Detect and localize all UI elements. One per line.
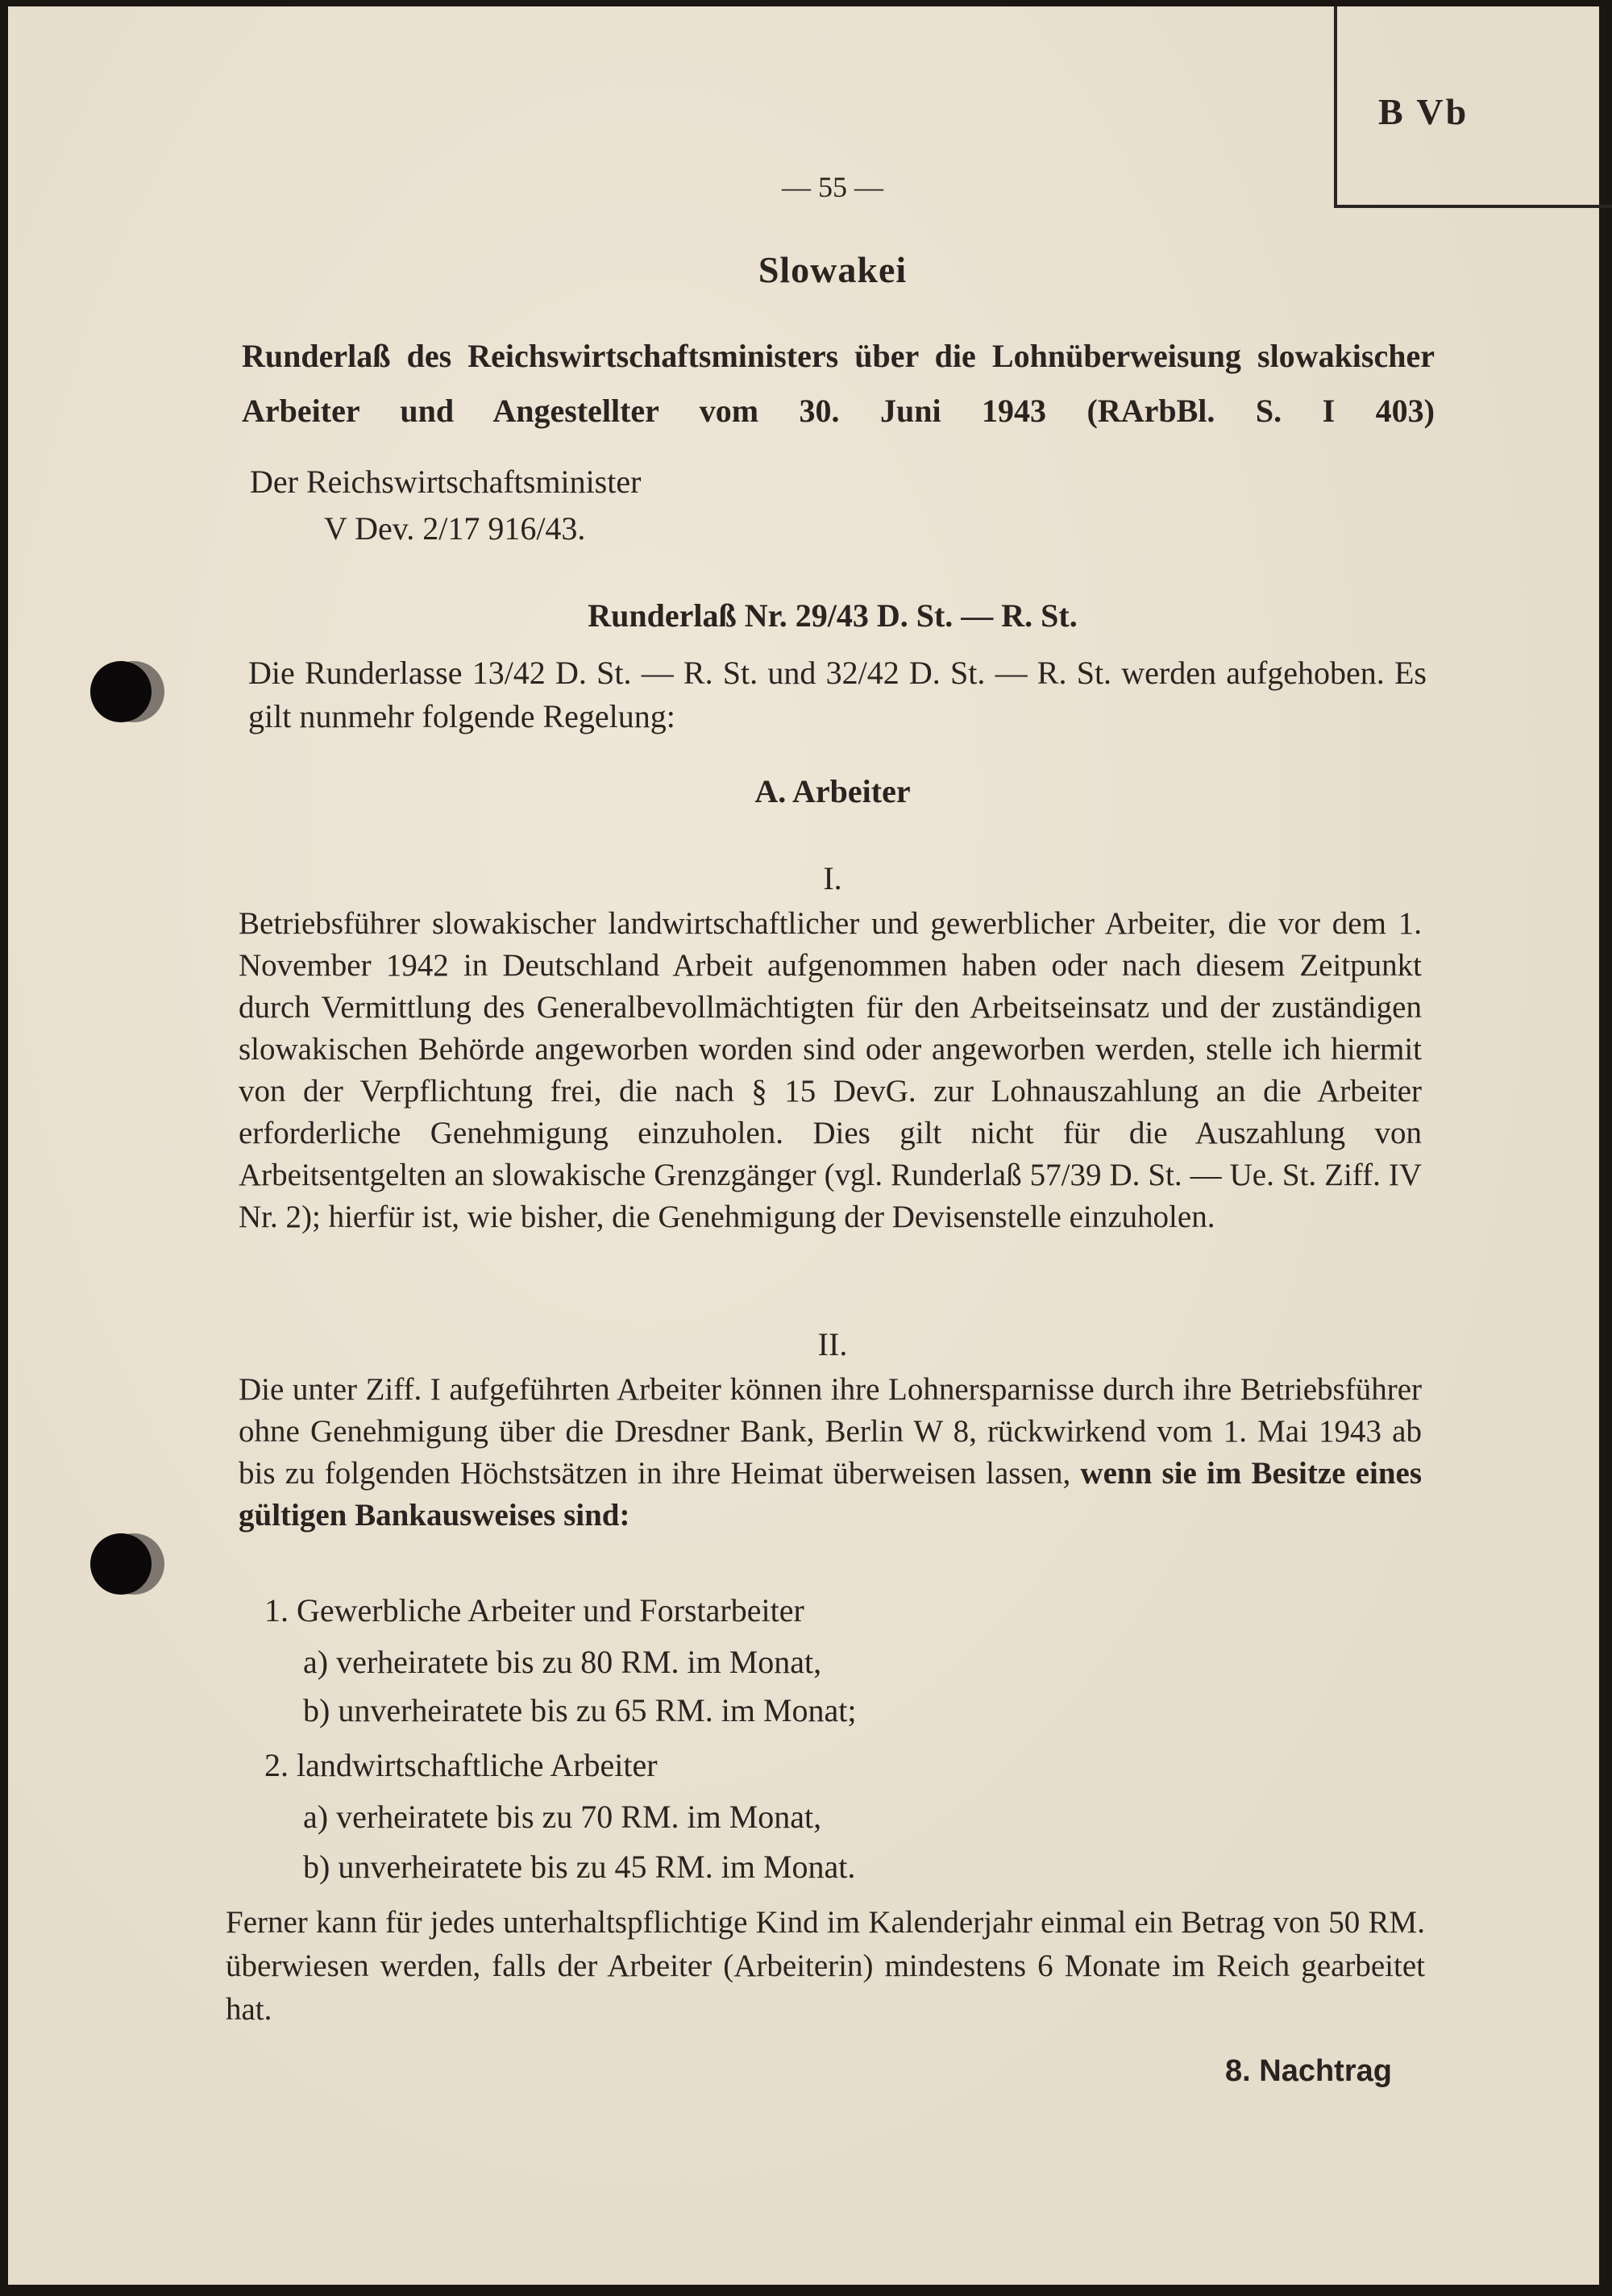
punch-hole-top	[90, 661, 152, 722]
section-a-heading: A. Arbeiter	[754, 773, 911, 809]
list-item-1b: b) unverheiratete bis zu 65 RM. im Monat;	[303, 1692, 857, 1728]
roman-numeral-1: I.	[823, 860, 842, 896]
paragraph-2	[239, 1369, 1422, 1537]
corner-label: B Vb	[1378, 91, 1469, 132]
paragraph-3: Ferner kann für jedes unterhaltspflichtige Kind im Kalenderjahr einmal ein Betrag von 50 RM. überwiesen werden, falls der Arbeiter (Arbeiterin) mindestens 6 Monate im Reich gearbeitet hat.	[226, 1905, 1425, 2027]
supplement-label: 8. Nachtrag	[1225, 2054, 1392, 2088]
list-item-1: 1. Gewerbliche Arbeiter und Forstarbeiter	[264, 1592, 804, 1628]
intro-paragraph: Die Runderlasse 13/42 D. St. — R. St. und 32/42 D. St. — R. St. werden aufgehoben. Es gilt nunmehr folgende Regelung:	[248, 655, 1427, 734]
paragraph-2-bold: wenn sie im Besitze eines gültigen Bankausweises sind:	[239, 1456, 1422, 1533]
list-item-2a: a) verheiratete bis zu 70 RM. im Monat,	[303, 1799, 822, 1835]
decree-heading: Runderlaß des Reichswirtschaftsministers über die Lohnüberweisung slowakischer Arbeiter und Angestellter vom 30. Juni 1943 (RArbBl. S. I 403)	[242, 338, 1435, 429]
list-item-2: 2. landwirtschaftliche Arbeiter	[264, 1747, 658, 1783]
paragraph-1: Betriebsführer slowakischer landwirtschaftlicher und gewerblicher Arbeiter, die vor dem 1. November 1942 in Deutschland Arbeit aufgenommen haben oder nach diesem Zeitpunkt durch Vermittlung des Generalbevollmächtigten für den Arbeitseinsatz und der zuständigen slowakischen Behörde angeworben worden sind oder angeworben werden, stelle ich hiermit von der Verpflichtung frei, die nach § 15 DevG. zur Lohnauszahlung an die Arbeiter erforderliche Genehmigung einzuholen. Dies gilt nicht für die Auszahlung von Arbeitsentgelten an slowakische Grenzgänger (vgl. Runderlaß 57/39 D. St. — Ue. St. Ziff. IV Nr. 2); hierfür ist, wie bisher, die Genehmigung der Devisenstelle einzuholen.	[239, 906, 1422, 1234]
corner-box	[1334, 6, 1612, 208]
decree-number: Runderlaß Nr. 29/43 D. St. — R. St.	[588, 597, 1078, 634]
page-title: Slowakei	[758, 249, 908, 290]
punch-hole-bottom	[90, 1533, 152, 1595]
list-item-1a: a) verheiratete bis zu 80 RM. im Monat,	[303, 1644, 822, 1680]
page-number: — 55 —	[782, 171, 883, 203]
document-page	[8, 6, 1599, 2285]
list-item-2b: b) unverheiratete bis zu 45 RM. im Monat.	[303, 1849, 856, 1885]
sender-line-1: Der Reichswirtschaftsminister	[250, 464, 642, 500]
roman-numeral-2: II.	[817, 1326, 848, 1362]
paragraph-2-regular: Die unter Ziff. I aufgeführten Arbeiter können ihre Lohnersparnisse durch ihre Betriebsführer ohne Genehmigung über die Dresdner Bank, Berlin W 8, rückwirkend vom 1. Mai 1943 ab bis zu folgenden Höchstsätzen in ihre Heimat überweisen lassen,	[239, 1372, 1422, 1491]
sender-line-2: V Dev. 2/17 916/43.	[324, 510, 586, 547]
